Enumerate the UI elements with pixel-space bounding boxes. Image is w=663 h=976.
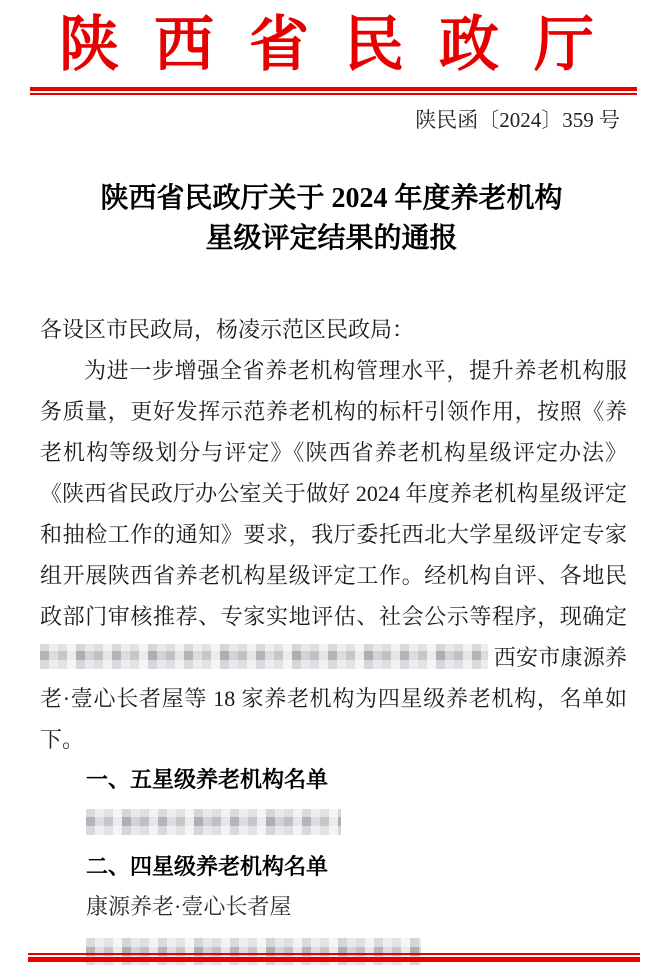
section-heading-five-star: 一、五星级养老机构名单	[86, 767, 329, 792]
footer-divider-thick-line	[28, 957, 640, 962]
document-title	[0, 179, 663, 259]
paragraph-text-after-redaction: 西安市康源养老·壹心长者屋等 18 家养老机构为四星级养老机构，名单如下。	[40, 645, 627, 752]
letterhead-divider-thin-line	[30, 93, 637, 95]
footer-divider-thin-line	[28, 953, 640, 955]
letterhead-agency-name: 陕 西 省 民 政 厅	[59, 12, 604, 78]
list-item-four-star-1: 康源养老·壹心长者屋	[86, 894, 292, 919]
letterhead-divider-rule	[30, 87, 637, 95]
document-number: 陕民函〔2024〕359 号	[415, 108, 620, 132]
document-title-line2: 星级评定结果的通报	[205, 223, 458, 254]
section-heading-four-star: 二、四星级养老机构名单	[86, 854, 329, 879]
redacted-text-block-inline	[40, 644, 488, 669]
redacted-text-block-five-star-list	[86, 809, 341, 835]
document-title-line1: 陕西省民政厅关于 2024 年度养老机构	[100, 183, 563, 214]
main-paragraph	[40, 350, 627, 760]
salutation: 各设区市民政局，杨凌示范区民政局：	[40, 317, 415, 342]
letterhead-divider-thick-line	[30, 87, 637, 91]
paragraph-text-before-redaction: 为进一步增强全省养老机构管理水平，提升养老机构服务质量，更好发挥示范养老机构的标杆引领作用，按照《养老机构等级划分与评定》《陕西省养老机构星级评定办法》《陕西省民政厅办公室关于做好 2024 年度养老机构星级评定和抽检工作的通知》要求，我厅委托西北大学星级评定专家组开展陕西省养老机构星级评定工作。经机构自评、各地民政部门审核推荐、专家实地评估、社会公示等程序，现确定	[40, 358, 627, 629]
document-body	[40, 309, 627, 976]
footer-divider-rule	[28, 953, 640, 962]
